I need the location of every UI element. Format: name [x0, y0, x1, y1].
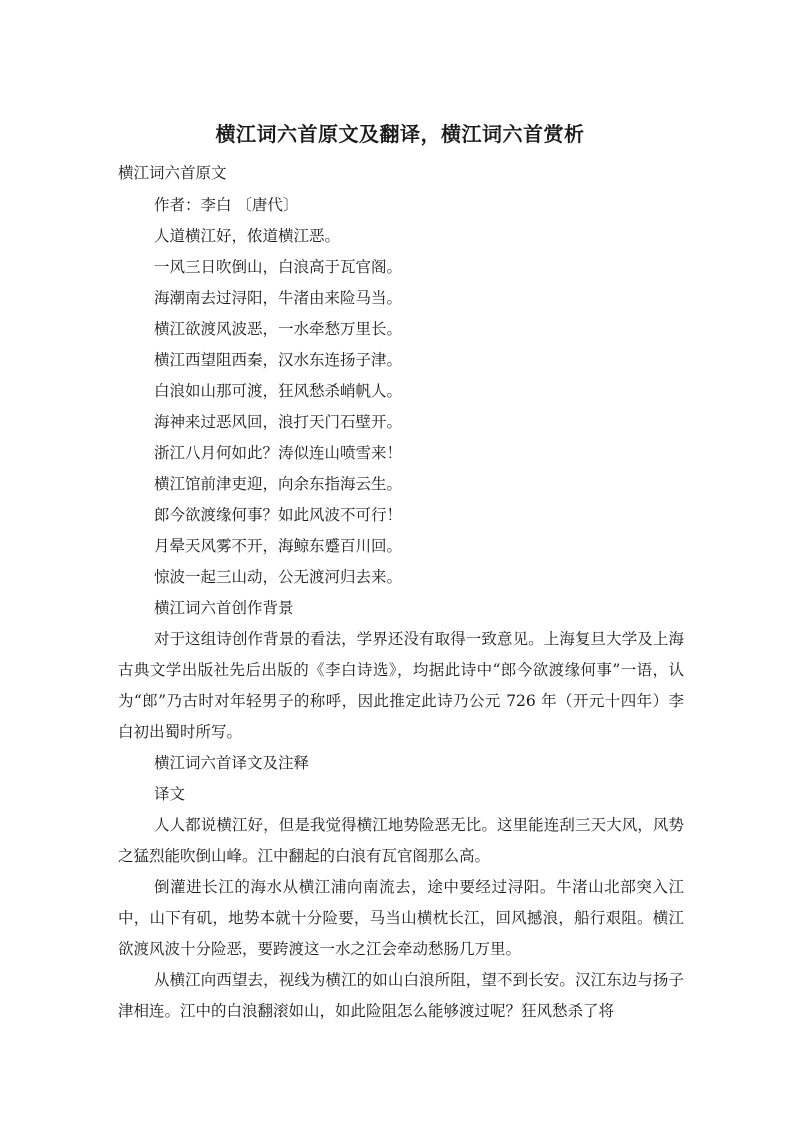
author-line: 作者：李白 〔唐代〕 — [154, 196, 299, 214]
poem-line: 浙江八月何如此？涛似连山喷雪来！ — [154, 444, 403, 462]
poem-line: 白浪如山那可渡，狂风愁杀峭帆人。 — [154, 382, 403, 400]
poem-line: 惊波一起三山动，公无渡河归去来。 — [154, 568, 403, 586]
poem-line: 横江西望阻西秦，汉水东连扬子津。 — [154, 351, 403, 369]
section-heading-translation: 横江词六首译文及注释 — [154, 754, 310, 772]
poem-line: 海潮南去过浔阳，牛渚由来险马当。 — [154, 289, 403, 307]
poem-line: 海神来过恶风回，浪打天门石壁开。 — [154, 413, 403, 431]
poem-line: 人道横江好，侬道横江恶。 — [154, 227, 341, 245]
section-heading-original: 横江词六首原文 — [118, 164, 227, 182]
poem-line: 横江馆前津吏迎，向余东指海云生。 — [154, 475, 403, 493]
document-body — [118, 190, 684, 1027]
translation-paragraph: 倒灌进长江的海水从横江浦向南流去，途中要经过浔阳。牛渚山北部突入江中，山下有矶，地势本就十分险要，马当山横枕长江，回风撼浪，船行艰阻。横江欲渡风波十分险恶，要跨渡这一水之江会牵动愁肠几万里。 — [118, 878, 684, 958]
translation-label: 译文 — [154, 785, 186, 803]
translation-paragraph: 人人都说横江好，但是我觉得横江地势险恶无比。这里能连刮三天大风，风势之猛烈能吹倒山峰。江中翻起的白浪有瓦官阁那么高。 — [118, 816, 684, 865]
poem-line: 月晕天风雾不开，海鲸东蹙百川回。 — [154, 537, 403, 555]
poem-line: 郎今欲渡缘何事？如此风波不可行！ — [154, 506, 403, 524]
translation-paragraph: 从横江向西望去，视线为横江的如山白浪所阻，望不到长安。汉江东边与扬子津相连。江中的白浪翻滚如山，如此险阻怎么能够渡过呢？狂风愁杀了将 — [118, 971, 684, 1020]
poem-line: 一风三日吹倒山，白浪高于瓦官阁。 — [154, 258, 403, 276]
section-heading-background: 横江词六首创作背景 — [154, 599, 294, 617]
poem-line: 横江欲渡风波恶，一水牵愁万里长。 — [154, 320, 403, 338]
background-paragraph: 对于这组诗创作背景的看法，学界还没有取得一致意见。上海复旦大学及上海古典文学出版社先后出版的《李白诗选》，均据此诗中“郎今欲渡缘何事”一语，认为“郎”乃古时对年轻男子的称呼，因此推定此诗乃公元 726 年（开元十四年）李白初出蜀时所写。 — [118, 630, 684, 741]
page-title: 横江词六首原文及翻译，横江词六首赏析 — [215, 122, 585, 146]
